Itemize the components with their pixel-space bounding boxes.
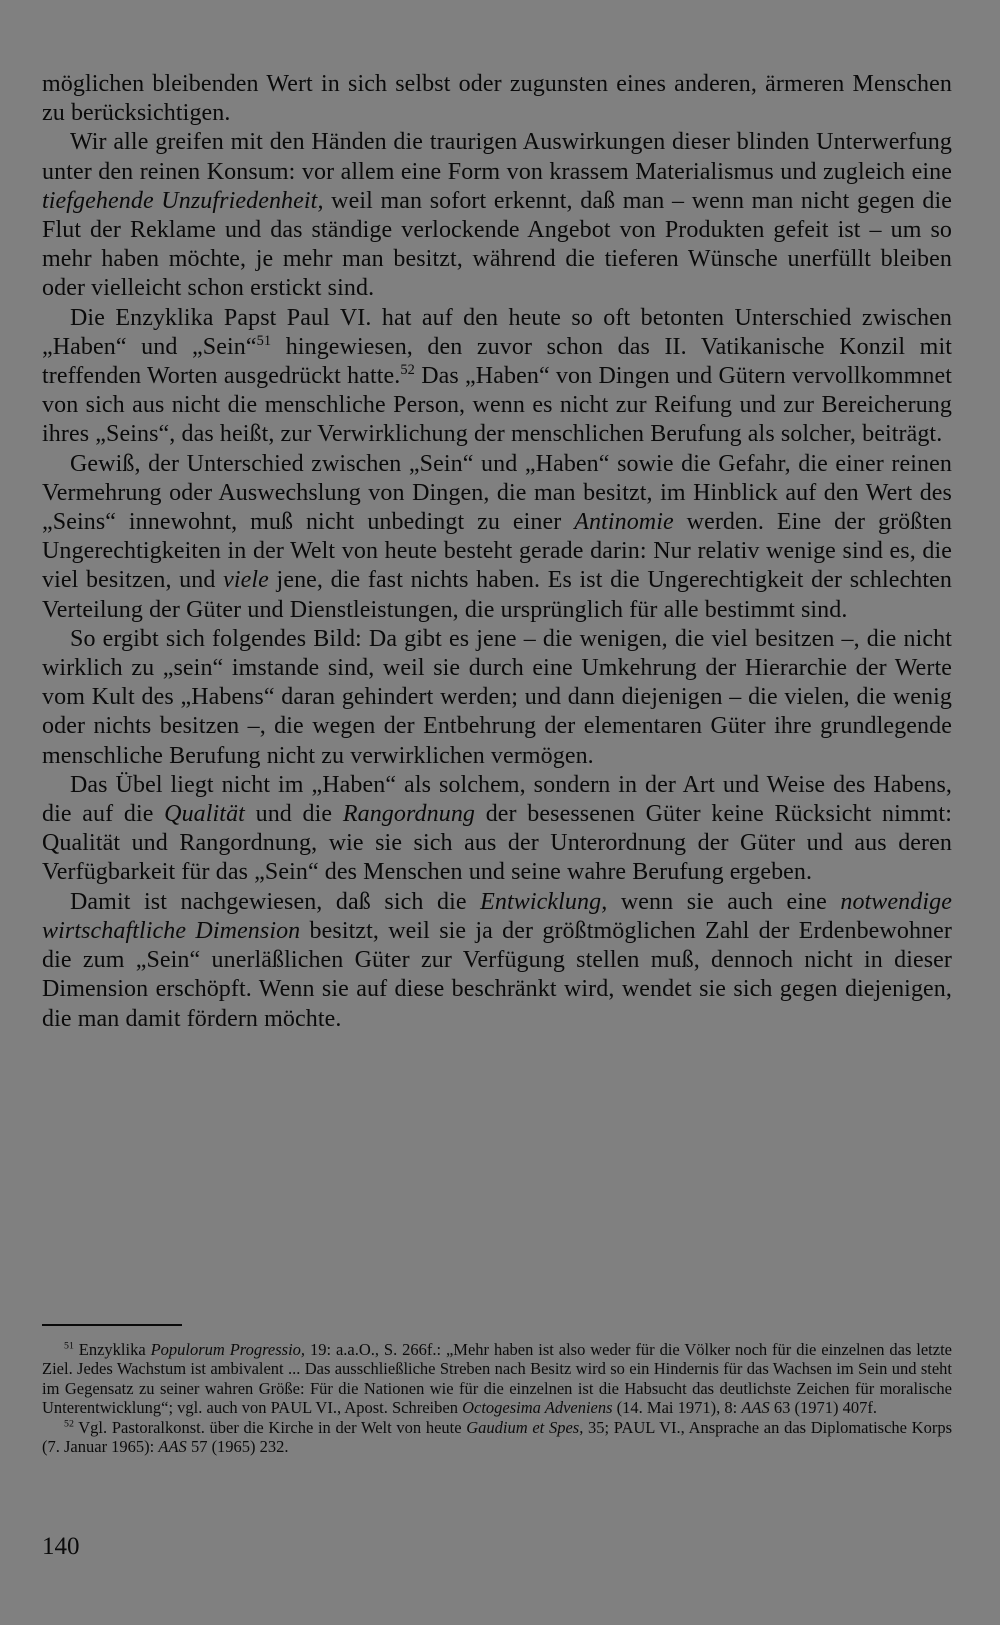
text-run: Das Übel liegt nicht im „Haben“ als solchem, sondern in der Art und Weise des Habens, die auf die — [42, 771, 952, 828]
paragraph — [42, 450, 952, 625]
footnote-ref: 52 — [400, 362, 415, 379]
footnote-divider — [42, 1324, 182, 1326]
page-body — [42, 70, 952, 1034]
text-run: So ergibt sich folgendes Bild: Da gibt es jene – die wenigen, die viel besitzen –, die nicht wirklich zu „sein“ imstande sind, weil sie durch eine Umkehrung der Hierarchie der Werte vom Kult des „Habens“ daran gehindert werden; und dann diejenigen – die vielen, die wenig oder nichts besitzen –, die wegen der Entbehrung der elementaren Güter ihre grundlegende menschliche Berufung nicht zu verwirklichen vermögen. — [42, 625, 952, 769]
text-run: hingewiesen, den zuvor schon das II. Vatikanische Konzil mit treffenden Worten ausgedrückt hatte. — [42, 333, 952, 390]
emphasis: AAS — [158, 1437, 187, 1457]
text-run: Enzyklika — [73, 1340, 151, 1359]
text-run: Die Enzyklika Papst Paul VI. hat auf den heute so oft betonten Unterschied zwischen „Haben“ und „Sein“ — [42, 304, 952, 360]
paragraph — [42, 70, 952, 128]
text-run: besitzt, weil sie ja der größtmöglichen Zahl der Erdenbewohner die zum „Sein“ unerläßlichen Güter zur Verfügung stellen muß, dennoch nicht in dieser Dimension erschöpft. Wenn sie auf diese beschränkt wird, wendet sie sich gegen diejenigen, die man damit fördern möchte. — [42, 917, 952, 1032]
text-run: (14. Mai 1971), 8: — [612, 1398, 742, 1418]
text-run: wenn sie auch eine — [607, 888, 841, 915]
text-run: Wir alle greifen mit den Händen die traurigen Auswirkungen dieser blinden Unterwerfung unter den reinen Konsum: vor allem eine Form von krassem Materialismus und zugleich eine — [42, 129, 952, 185]
emphasis: Entwicklung, — [480, 888, 608, 915]
text-run: Damit ist nachgewiesen, daß sich die — [70, 888, 481, 915]
text-run: 57 (1965) 232. — [186, 1437, 289, 1457]
emphasis: Populorum Progressio, — [150, 1340, 306, 1359]
text-run: Das „Haben“ von Dingen und Gütern vervollkommnet von sich aus nicht die menschliche Person, wenn es nicht zur Reifung und zur Bereicherung ihres „Seins“, das heißt, zur Verwirklichung der menschlichen Berufung als solcher, beiträgt. — [42, 363, 952, 448]
text-run: werden. Eine der größten Ungerechtigkeiten in der Welt von heute besteht gerade darin: Nur relativ wenige sind es, die viel besitzen, und — [42, 509, 952, 594]
page-number: 140 — [42, 1533, 80, 1560]
emphasis: Qualität — [164, 801, 245, 828]
text-run: 63 (1971) 407f. — [769, 1398, 877, 1418]
text-run: jene, die fast nichts haben. Es ist die Ungerechtigkeit der schlechten Verteilung der Güter und Dienstleistungen, die ursprünglich für alle bestimmt sind. — [42, 567, 952, 623]
footnote-ref: 52 — [64, 1418, 74, 1430]
text-run: und die — [244, 801, 343, 828]
paragraph — [42, 771, 952, 888]
footnote — [42, 1418, 952, 1457]
text-run: 19: a.a.O., S. 266f.: „Mehr haben ist also weder für die Völker noch für die einzelnen das letzte Ziel. Jedes Wachstum ist ambivalent ... Das ausschließliche Streben nach Besitz wird so ein Hindernis für das Wachsen im Sein und steht im Gegensatz zu seiner wahren Größe: Für die Nationen wie für die einzelnen ist die Habsucht das deutlichste Zeichen für moralische Unterentwicklung“; vgl. auch von PAUL VI., Apost. Schreiben — [42, 1340, 952, 1418]
footnote — [42, 1340, 952, 1418]
text-run: 35; PAUL VI., Ansprache an das Diplomatische Korps (7. Januar 1965): — [42, 1417, 952, 1457]
emphasis: notwendige wirtschaftliche Dimension — [42, 888, 952, 944]
emphasis: Gaudium et Spes, — [466, 1417, 584, 1437]
paragraph — [42, 128, 952, 303]
text-run: der besessenen Güter keine Rücksicht nimmt: Qualität und Rangordnung, wie sie sich aus der Unterordnung der Güter und aus deren Verfügbarkeit für das „Sein“ des Menschen und seine wahre Berufung ergeben. — [42, 801, 952, 886]
paragraph — [42, 888, 952, 1034]
text-run: Vgl. Pastoralkonst. über die Kirche in der Welt von heute — [73, 1417, 467, 1437]
text-run: möglichen bleibenden Wert in sich selbst oder zugunsten eines anderen, ärmeren Menschen zu berücksichtigen. — [42, 71, 952, 127]
emphasis: tiefgehende Unzufriedenheit, — [42, 187, 324, 214]
emphasis: Antinomie — [574, 509, 674, 536]
footnote-ref: 51 — [64, 1340, 74, 1352]
text-run: weil man sofort erkennt, daß man – wenn man nicht gegen die Flut der Reklame und das ständige verlockende Angebot von Produkten gefeit ist – um so mehr haben möchte, je mehr man besitzt, während die tieferen Wünsche unerfüllt bleiben oder vielleicht schon erstickt sind. — [42, 187, 952, 302]
emphasis: AAS — [741, 1398, 770, 1418]
paragraph — [42, 625, 952, 771]
emphasis: Rangordnung — [342, 801, 476, 828]
footnote-ref: 51 — [256, 332, 272, 349]
paragraph — [42, 304, 952, 450]
text-run: Gewiß, der Unterschied zwischen „Sein“ und „Haben“ sowie die Gefahr, die einer reinen Vermehrung oder Auswechslung von Dingen, die man besitzt, im Hinblick auf den Wert des „Seins“ innewohnt, muß nicht unbedingt zu einer — [42, 450, 952, 536]
main-text — [42, 70, 952, 1034]
emphasis: viele — [223, 567, 269, 594]
footnotes — [42, 1340, 952, 1456]
emphasis: Octogesima Adveniens — [462, 1398, 613, 1418]
